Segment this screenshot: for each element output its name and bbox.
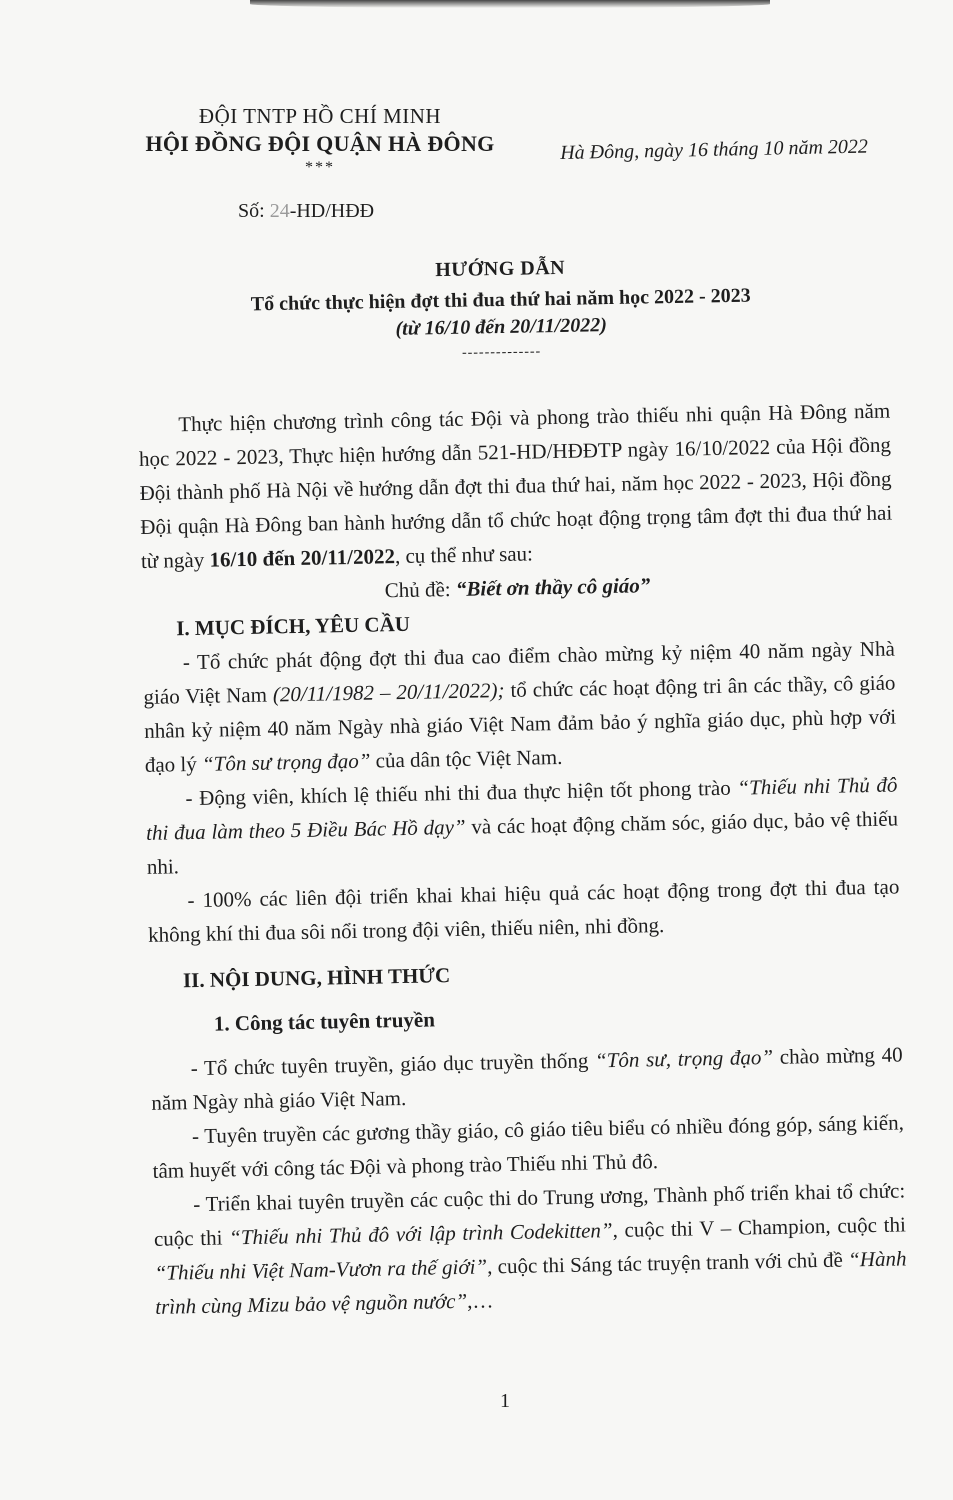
bullet-italic: “Thiếu nhi Thủ đô thi đua làm theo 5 Điều Bác Hồ dạy”: [145, 772, 898, 845]
doc-period: (từ 16/10 đến 20/11/2022): [395, 314, 608, 340]
bullet-text: tổ chức các hoạt động tri ân các thầy, cô giáo nhân kỷ niệm 40 năm Ngày nhà giáo Việt Nam đảm bảo ý nghĩa giáo dục, phù hợp với đạo lý: [143, 670, 897, 777]
doc-number-label: Số:: [238, 200, 265, 222]
bullet-text: của dân tộc Việt Nam.: [370, 744, 563, 773]
document-body: [138, 394, 907, 1324]
title-separator: --------------: [461, 344, 542, 361]
scan-shadow: [250, 0, 770, 8]
intro-paragraph: [138, 394, 893, 578]
section-2-sub-1: 1. Công tác tuyên truyền: [213, 1007, 436, 1036]
bullet-italic: “Hành trình cùng Mizu bảo vệ nguồn nước”: [155, 1246, 907, 1319]
bullet-italic: (20/11/1982 – 20/11/2022);: [272, 678, 505, 707]
bullet-text: và các hoạt động chăm sóc, giáo dục, bảo vệ thiếu nhi.: [146, 806, 899, 879]
bullet-text: chào mừng 40 năm Ngày nhà giáo Việt Nam.: [151, 1042, 903, 1115]
doc-subtitle: Tổ chức thực hiện đợt thi đua thứ hai năm học 2022 - 2023: [250, 284, 751, 316]
section-1-heading: I. MỤC ĐÍCH, YÊU CẦU: [176, 611, 411, 641]
bullet-text: , cuộc thi V – Champion, cuộc thi: [612, 1212, 907, 1243]
bullet-text: - Triển khai tuyên truyền các cuộc thi do Trung ương, Thành phố triển khai tổ chức: cuộc thi: [153, 1178, 906, 1251]
document-number: [238, 200, 374, 223]
section-1-bullet-3: - 100% các liên đội triển khai khai hiệu quả các hoạt động trong đợt thi đua tạo không khí thi đua sôi nổi trong đội viên, thiếu niên, nhi đồng.: [147, 874, 900, 947]
bullet-text: - Tổ chức phát động đợt thi đua cao điểm chào mừng kỷ niệm 40 năm ngày Nhà giáo Việt Nam: [143, 636, 895, 709]
org-line-1: ĐỘI TNTP HỒ CHÍ MINH: [198, 104, 442, 128]
theme-value: “Biết ơn thầy cô giáo”: [455, 573, 651, 601]
section-2-bullet-3: [153, 1173, 907, 1323]
doc-number-suffix: -HD/HĐĐ: [289, 200, 375, 222]
doc-title: HƯỚNG DẪN: [435, 256, 566, 282]
bullet-text: - Động viên, khích lệ thiếu nhi thi đua thực hiện tốt phong trào: [185, 775, 738, 811]
bullet-text: ,…: [466, 1288, 494, 1313]
section-1-bullet-1: [143, 632, 897, 782]
bullet-text: , cuộc thi Sáng tác truyện tranh với chủ đề: [486, 1247, 849, 1279]
org-line-2: HỘI ĐỒNG ĐỘI QUẬN HÀ ĐÔNG: [145, 131, 495, 156]
doc-number-value: 24: [269, 200, 290, 222]
theme-label: Chủ đề:: [384, 576, 457, 603]
intro-date-range: 16/10 đến 20/11/2022: [209, 544, 396, 572]
intro-text: Thực hiện chương trình công tác Đội và phong trào thiếu nhi quận Hà Đông năm học 2022 - 2023, Thực hiện hướng dẫn 521-HD/HĐĐTP ngày 16/10/2022 của Hội đồng Đội thành phố Hà Nội về hướng dẫn đợt thi đua thứ hai, năm học 2022 - 2023, Hội đồng Đội quận Hà Đông ban hành hướng dẫn tổ chức hoạt động trọng tâm đợt thi đua thứ hai từ ngày: [138, 398, 893, 573]
bullet-italic: “Tôn sư, trọng đạo”: [594, 1044, 774, 1073]
title-block: [150, 252, 852, 367]
section-2-heading: II. NỘI DUNG, HÌNH THỨC: [182, 963, 451, 993]
bullet-italic: “Thiếu nhi Thủ đô với lập trình Codekitten”: [228, 1218, 613, 1250]
bullet-italic: “Thiếu nhi Việt Nam-Vươn ra thế giới”: [154, 1254, 488, 1285]
bullet-text: - Tổ chức tuyên truyền, giáo dục truyền thống: [190, 1048, 596, 1081]
page-number: 1: [500, 1390, 510, 1412]
section-1-bullet-2: [145, 767, 899, 883]
header-stars: ***: [305, 159, 335, 176]
bullet-italic: “Tôn sư trọng đạo”: [201, 748, 371, 776]
issuer-header: [130, 104, 510, 177]
intro-text-end: , cụ thể như sau:: [394, 541, 534, 569]
section-2-bullet-2: - Tuyên truyền các gương thầy giáo, cô giáo tiêu biểu có nhiều đóng góp, sáng kiến, tâm huyết với công tác Đội và phong trào Thiếu nhi Thủ đô.: [152, 1110, 905, 1183]
dateline: Hà Đông, ngày 16 tháng 10 năm 2022: [560, 135, 869, 164]
